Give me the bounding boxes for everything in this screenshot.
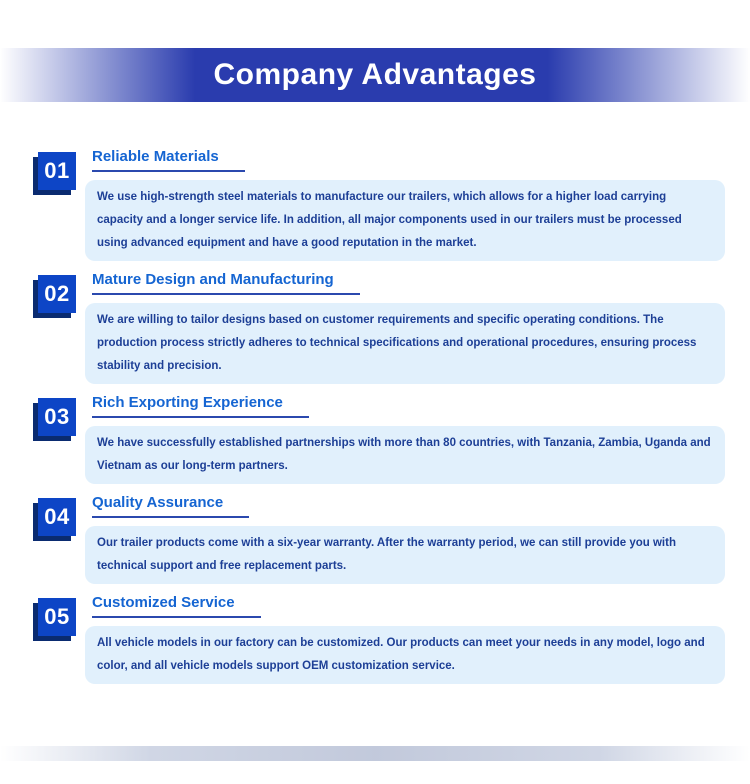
advantage-title: Rich Exporting Experience [92, 394, 309, 418]
advantage-description: All vehicle models in our factory can be customized. Our products can meet your needs in any model, logo and color, and all vehicle models support OEM customization service. [85, 626, 725, 684]
page-title: Company Advantages [213, 58, 537, 91]
advantage-description: We use high-strength steel materials to manufacture our trailers, which allows for a higher load carrying capacity and a longer service life. In addition, all major components used in our trailers must be processed using advanced equipment and have a good reputation in the market. [85, 180, 725, 261]
advantage-section-4 [38, 492, 725, 584]
advantage-number-badge: 05 [38, 598, 76, 636]
advantage-number-badge: 01 [38, 152, 76, 190]
advantage-title: Quality Assurance [92, 494, 249, 518]
advantage-number-badge: 03 [38, 398, 76, 436]
advantages-list [0, 102, 750, 684]
advantage-section-1 [38, 146, 725, 261]
advantage-title: Reliable Materials [92, 148, 245, 172]
advantage-description: Our trailer products come with a six-year warranty. After the warranty period, we can still provide you with technical support and free replacement parts. [85, 526, 725, 584]
page-header-band [0, 48, 750, 102]
footer-divider-bar [0, 746, 750, 761]
advantage-section-2 [38, 269, 725, 384]
advantage-section-3 [38, 392, 725, 484]
advantage-description: We have successfully established partnerships with more than 80 countries, with Tanzania, Zambia, Uganda and Vietnam as our long-term partners. [85, 426, 725, 484]
advantage-description: We are willing to tailor designs based on customer requirements and specific operating conditions. The production process strictly adheres to technical specifications and operational procedures, ensuring process stability and precision. [85, 303, 725, 384]
advantage-section-5 [38, 592, 725, 684]
advantage-title: Customized Service [92, 594, 261, 618]
company-advantages-page [0, 48, 750, 784]
advantage-number-badge: 02 [38, 275, 76, 313]
advantage-number-badge: 04 [38, 498, 76, 536]
advantage-title: Mature Design and Manufacturing [92, 271, 360, 295]
